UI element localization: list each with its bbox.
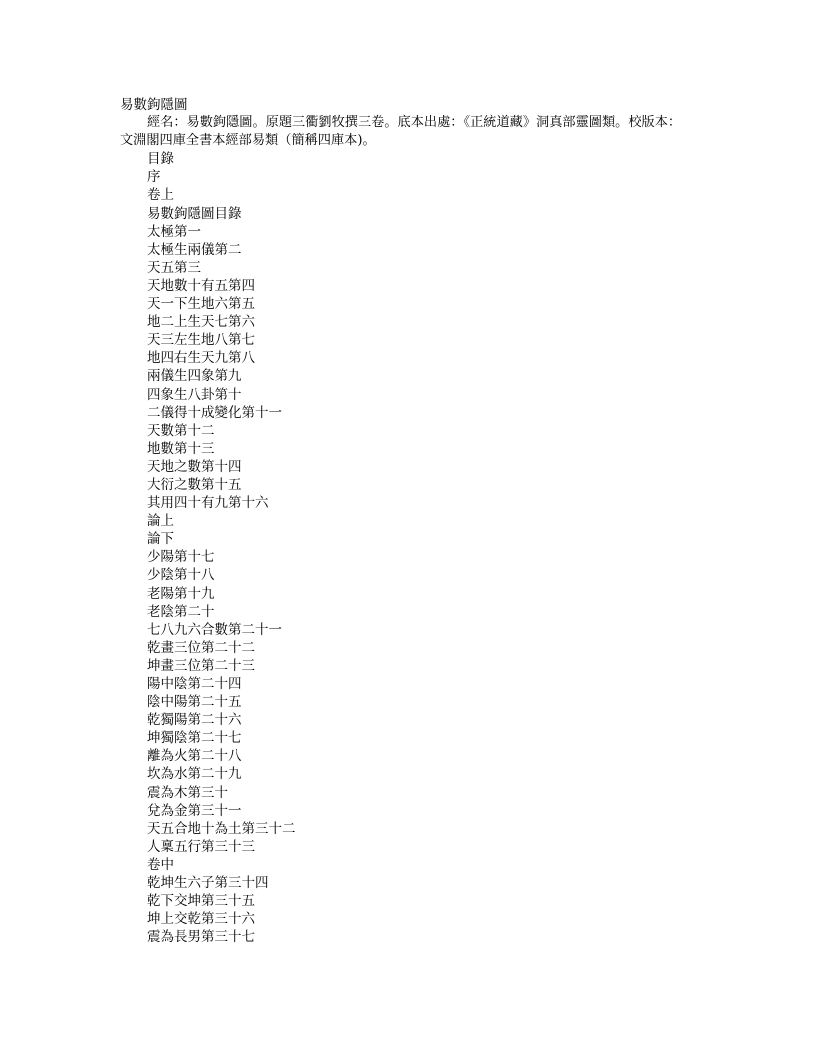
toc-item: 大衍之數第十五 [147,476,242,493]
toc-item: 乾坤生六子第三十四 [147,875,269,892]
toc-item: 震為長男第三十七 [147,929,255,946]
toc-item: 乾獨陽第二十六 [147,712,242,729]
toc-item: 七八九六合數第二十一 [147,621,282,638]
toc-item: 太極第一 [147,223,201,240]
toc-item: 四象生八卦第十 [147,386,242,403]
toc-item: 天五合地十為土第三十二 [147,820,296,837]
toc-item: 地四右生天九第八 [147,350,255,367]
toc-item: 乾畫三位第二十二 [147,639,255,656]
toc-item: 人稟五行第三十三 [147,838,255,855]
toc-item: 卷上 [147,187,174,204]
toc-item: 論上 [147,513,174,530]
toc-item: 天數第十二 [147,422,215,439]
toc-item: 天一下生地六第五 [147,296,255,313]
toc-item: 離為火第二十八 [147,748,242,765]
toc-item: 天五第三 [147,259,201,276]
toc-item: 其用四十有九第十六 [147,495,269,512]
toc-item: 老陽第十九 [147,585,215,602]
toc-item: 老陰第二十 [147,603,215,620]
toc-item: 坤獨陰第二十七 [147,730,242,747]
toc-item: 陽中陰第二十四 [147,676,242,692]
table-of-contents [120,150,700,946]
toc-item: 少陽第十七 [147,549,215,566]
toc-item: 太極生兩儀第二 [147,241,242,258]
document-meta-line-2: 文淵閣四庫全書本經部易類（簡稱四庫本)。 [120,133,376,149]
toc-item: 地數第十三 [147,440,215,457]
toc-item: 兩儀生四象第九 [147,368,242,385]
toc-item: 易數鉤隱圖目錄 [147,205,242,222]
toc-item: 天三左生地八第七 [147,332,255,349]
toc-item: 乾下交坤第三十五 [147,893,255,910]
document-title: 易數鉤隱圖 [120,97,188,113]
document-page [120,96,700,946]
toc-item: 坤畫三位第二十三 [147,657,255,674]
document-meta-line-1: 經名：易數鉤隱圖。原題三衢劉牧撰三卷。底本出處：《正統道藏》洞真部靈圖類。校版本： [147,115,682,131]
toc-item: 兌為金第三十一 [147,802,242,819]
toc-item: 二儀得十成變化第十一 [147,404,282,421]
toc-item: 坎為水第二十九 [147,766,242,783]
toc-item: 論下 [147,531,174,548]
toc-item: 天地數十有五第四 [147,277,255,294]
toc-item: 卷中 [147,856,174,873]
toc-item: 序 [147,169,161,186]
toc-item: 陰中陽第二十五 [147,694,242,711]
toc-item: 目錄 [147,151,174,168]
toc-item: 震為木第三十 [147,784,228,801]
toc-item: 坤上交乾第三十六 [147,911,255,928]
toc-item: 少陰第十八 [147,567,215,584]
toc-item: 地二上生天七第六 [147,314,255,331]
toc-item: 天地之數第十四 [147,458,242,475]
